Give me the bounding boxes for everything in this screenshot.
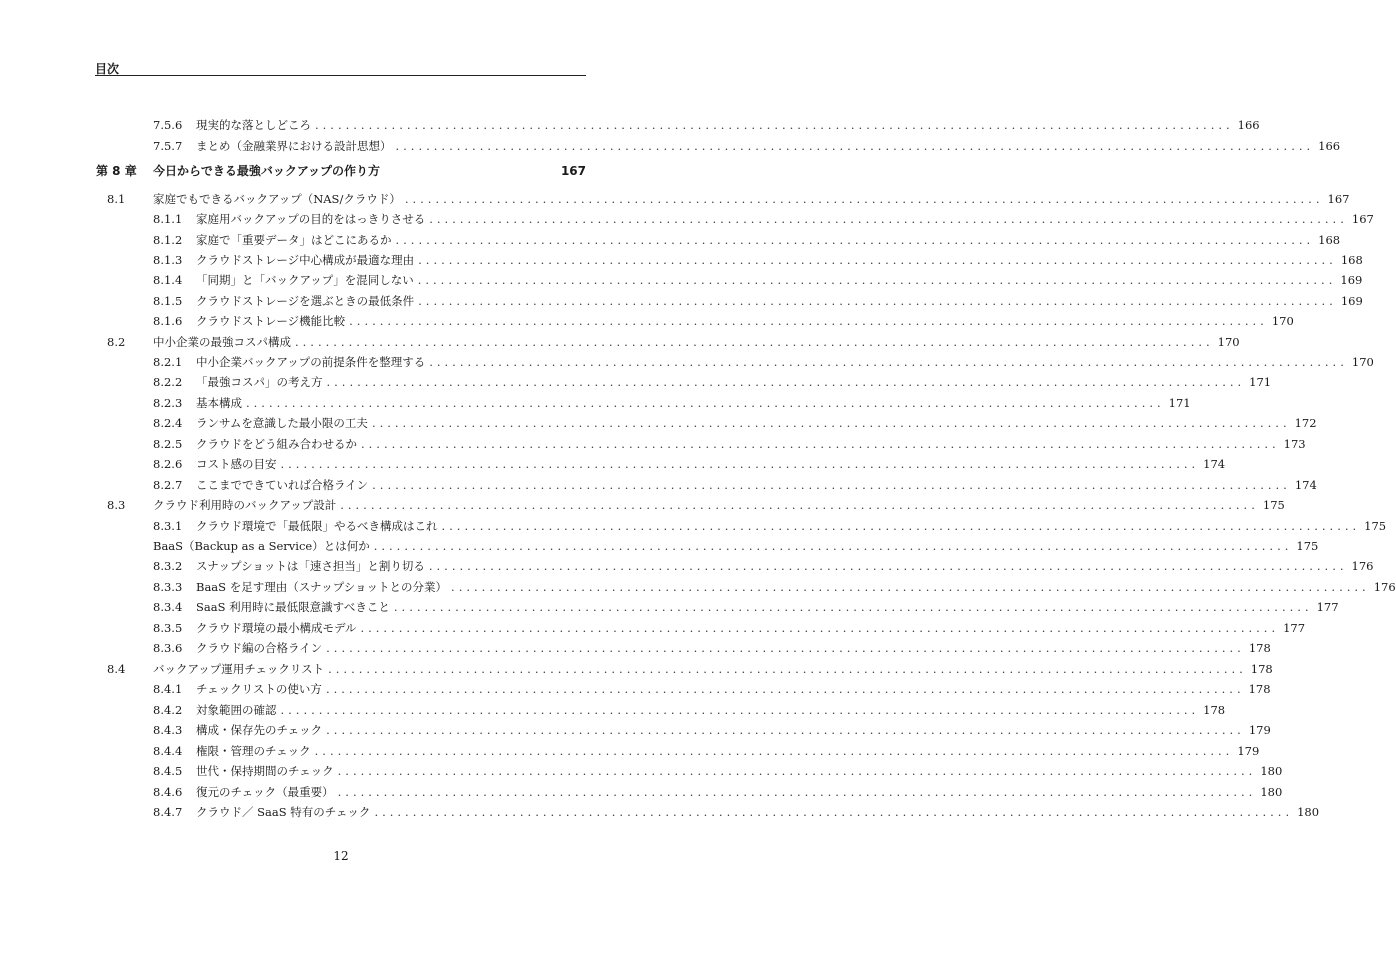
toc-entry-title: 家庭でもできるバックアップ（NAS/クラウド） [153, 192, 401, 206]
dot-leader: ........................................................................................................................ [326, 723, 1245, 737]
toc-entry[interactable] [0, 660, 1273, 678]
toc-entry-number: 8.4.4 [153, 744, 183, 758]
toc-entry-title: 復元のチェック（最重要） [196, 785, 334, 799]
dot-leader: ........................................................................................................................ [372, 478, 1291, 492]
toc-entry-page: 168 [1318, 233, 1341, 247]
toc-entry-number: 8.3.2 [153, 559, 183, 573]
toc-entry-page: 171 [1249, 375, 1272, 389]
toc-entry[interactable] [0, 271, 1363, 289]
toc-entry-number: 8.3.1 [153, 519, 183, 533]
toc-entry-title: 中小企業バックアップの前提条件を整理する [196, 355, 426, 369]
toc-entry[interactable] [0, 496, 1285, 514]
dot-leader: ........................................................................................................................ [429, 212, 1348, 226]
toc-entry-number: 8.2.6 [153, 457, 183, 471]
toc-entry-page: 173 [1283, 437, 1306, 451]
dot-leader: ........................................................................................................................ [314, 744, 1234, 758]
dot-leader: ........................................................................................................................ [395, 233, 1315, 247]
toc-entry-number: 8.2.2 [153, 375, 183, 389]
toc-entry-title: 世代・保持期間のチェック [196, 764, 334, 778]
toc-entry-number: 8.2.3 [153, 396, 183, 410]
toc-entry[interactable] [0, 742, 1260, 760]
dot-leader: ........................................................................................................................ [371, 416, 1291, 430]
toc-entry[interactable] [0, 373, 1272, 391]
toc-entry-number: 8.3.4 [153, 600, 183, 614]
toc-entry-page: 180 [1260, 764, 1283, 778]
dot-leader: ........................................................................................................................ [360, 621, 1280, 635]
toc-entry-number: 8.4.2 [153, 703, 183, 717]
toc-entry-page: 172 [1294, 416, 1317, 430]
toc-entry[interactable] [0, 701, 1226, 719]
toc-entry-page: 170 [1351, 355, 1374, 369]
toc-entry[interactable] [0, 721, 1271, 739]
toc-entry-page: 167 [1327, 192, 1350, 206]
toc-entry-page: 170 [1271, 314, 1294, 328]
toc-entry-page: 177 [1316, 600, 1339, 614]
dot-leader: ........................................................................................................................ [280, 703, 1200, 717]
toc-entry[interactable] [0, 210, 1374, 228]
toc-entry-title: BaaS を足す理由（スナップショットとの分業） [196, 580, 448, 594]
dot-leader: ........................................................................................................................ [417, 273, 1337, 287]
toc-entry[interactable] [0, 116, 1260, 134]
dot-leader: ........................................................................................................................ [337, 764, 1257, 778]
toc-entry-number: 8.1.4 [153, 273, 183, 287]
toc-entry-page: 169 [1340, 273, 1363, 287]
toc-entry-title: クラウドストレージ機能比較 [196, 314, 346, 328]
dot-leader: ........................................................................................................................ [326, 375, 1246, 389]
toc-entry-page: 175 [1364, 519, 1387, 533]
toc-entry-title: 対象範囲の確認 [196, 703, 277, 717]
toc-entry-page: 169 [1340, 294, 1363, 308]
header-title: 目次 [95, 62, 120, 76]
toc-entry-number: 8.3 [107, 498, 126, 512]
toc-entry-title: クラウドをどう組み合わせるか [196, 437, 357, 451]
toc-entry[interactable] [0, 251, 1363, 269]
toc-entry-number: 8.2.1 [153, 355, 183, 369]
toc-entry-page: 180 [1297, 805, 1320, 819]
toc-entry-number: 8.1.6 [153, 314, 183, 328]
toc-entry-title: 「最強コスパ」の考え方 [196, 375, 323, 389]
toc-entry-page: 174 [1294, 478, 1317, 492]
dot-leader: ........................................................................................................................ [361, 437, 1280, 451]
dot-leader: ........................................................................................................................ [326, 641, 1245, 655]
toc-entry[interactable] [0, 333, 1240, 351]
toc-entry-number: 8.2.5 [153, 437, 183, 451]
dot-leader: ........................................................................................................................ [328, 662, 1247, 676]
dot-leader: ........................................................................................................................ [340, 498, 1259, 512]
dot-leader: ........................................................................................................................ [246, 396, 1165, 410]
toc-entry-page: 175 [1296, 539, 1319, 553]
toc-entry-page: 179 [1237, 744, 1260, 758]
toc-entry[interactable] [0, 137, 1341, 155]
toc-entry-number: 8.4.7 [153, 805, 183, 819]
toc-entry-title: ここまでできていれば合格ライン [196, 478, 369, 492]
toc-entry-page: 174 [1203, 457, 1226, 471]
toc-entry-number: 8.4.5 [153, 764, 183, 778]
toc-entry[interactable] [0, 578, 1396, 596]
toc-entry-number: 7.5.7 [153, 139, 183, 153]
toc-entry-title: 構成・保存先のチェック [196, 723, 323, 737]
toc-entry-number: 7.5.6 [153, 118, 183, 132]
toc-entry-title: 基本構成 [196, 396, 242, 410]
toc-entry-title: 現実的な落としどころ [196, 118, 311, 132]
toc-entry[interactable] [0, 292, 1363, 310]
toc-entry-page: 180 [1260, 785, 1283, 799]
toc-entry-number: 8.1.5 [153, 294, 183, 308]
page-number: 12 [333, 849, 349, 863]
toc-entry-number: 8.3.5 [153, 621, 183, 635]
toc-entry-number: 8.1 [107, 192, 126, 206]
toc-entry-title: コスト感の目安 [196, 457, 277, 471]
dot-leader: ........................................................................................................................ [418, 253, 1337, 267]
dot-leader: ........................................................................................................................ [325, 682, 1245, 696]
toc-entry-page: 175 [1262, 498, 1285, 512]
toc-entry-title: バックアップ運用チェックリスト [153, 662, 325, 676]
toc-entry[interactable] [0, 190, 1350, 208]
toc-entry[interactable] [0, 619, 1306, 637]
toc-entry-number: 8.4.1 [153, 682, 183, 696]
toc-entry-page: 166 [1237, 118, 1260, 132]
toc-entry[interactable] [0, 598, 1339, 616]
toc-entry-title: SaaS 利用時に最低限意識すべきこと [196, 600, 390, 614]
toc-entry-title: 権限・管理のチェック [196, 744, 311, 758]
toc-entry[interactable] [0, 455, 1226, 473]
toc-entry-title: 家庭用バックアップの目的をはっきりさせる [196, 212, 426, 226]
dot-leader: ........................................................................................................................ [404, 192, 1324, 206]
toc-entry-number: 8.2 [107, 335, 126, 349]
dot-leader: ........................................................................................................................ [395, 139, 1315, 153]
dot-leader: ........................................................................................................................ [349, 314, 1268, 328]
toc-entry[interactable] [0, 557, 1374, 575]
toc-entry-number: 8.1.2 [153, 233, 183, 247]
toc-entry-title: チェックリストの使い方 [196, 682, 322, 696]
toc-entry-title: まとめ（金融業界における設計思想） [196, 139, 392, 153]
toc-entry-title: 中小企業の最強コスパ構成 [153, 335, 291, 349]
toc-entry-page: 176 [1351, 559, 1374, 573]
toc-entry[interactable] [0, 353, 1374, 371]
toc-entry-title: ランサムを意識した最小限の工夫 [196, 416, 368, 430]
toc-entry-number: 8.1.1 [153, 212, 183, 226]
toc-entry-title: クラウド環境で「最低限」やるべき構成はこれ [196, 519, 438, 533]
toc-entry-number: 8.2.7 [153, 478, 183, 492]
toc-entry-page: 167 [560, 164, 586, 178]
toc-entry-page: 177 [1283, 621, 1306, 635]
dot-leader: ........................................................................................................................ [418, 294, 1337, 308]
dot-leader: ........................................................................................................................ [441, 519, 1361, 533]
toc-entry-page: 178 [1203, 703, 1226, 717]
page-header [95, 57, 586, 76]
toc-entry-title: 「同期」と「バックアップ」を混同しない [196, 273, 414, 287]
toc-entry[interactable] [0, 639, 1271, 657]
toc-entry-page: 178 [1250, 662, 1273, 676]
toc-entry-number: 8.4.3 [153, 723, 183, 737]
toc-entry-page: 178 [1248, 682, 1271, 696]
dot-leader: ........................................................................................................................ [429, 355, 1348, 369]
toc-entry[interactable] [0, 414, 1317, 432]
toc-entry[interactable] [0, 435, 1306, 453]
toc-entry-page: 166 [1318, 139, 1341, 153]
toc-entry[interactable] [0, 783, 1283, 801]
toc-entry-title: クラウドストレージを選ぶときの最低条件 [196, 294, 415, 308]
toc-entry-page: 167 [1351, 212, 1374, 226]
toc-entry-title: クラウド／ SaaS 特有のチェック [196, 805, 371, 819]
toc-entry-page: 176 [1373, 580, 1396, 594]
toc-entry-number: 第 8 章 [96, 164, 137, 178]
dot-leader: ........................................................................................................................ [428, 559, 1348, 573]
dot-leader: ........................................................................................................................ [393, 600, 1313, 614]
dot-leader: ........................................................................................................................ [374, 805, 1294, 819]
dot-leader: ........................................................................................................................ [295, 335, 1214, 349]
toc-entry-page: 168 [1340, 253, 1363, 267]
toc-entry-title: クラウド編の合格ライン [196, 641, 323, 655]
toc-entry[interactable] [0, 476, 1317, 494]
toc-entry-title: クラウドストレージ中心構成が最適な理由 [196, 253, 415, 267]
toc-entry[interactable] [0, 762, 1283, 780]
toc-entry-title: 家庭で「重要データ」はどこにあるか [196, 233, 392, 247]
dot-leader: ........................................................................................................................ [373, 539, 1293, 553]
toc-entry-title: 今日からできる最強バックアップの作り方 [153, 164, 381, 178]
toc-entry[interactable] [0, 803, 1320, 821]
dot-leader: ........................................................................................................................ [315, 118, 1234, 132]
toc-entry[interactable] [0, 680, 1271, 698]
toc-entry[interactable] [0, 537, 1319, 555]
toc-entry[interactable] [0, 312, 1294, 330]
toc-entry-page: 170 [1217, 335, 1240, 349]
toc-entry-title: スナップショットは「速さ担当」と割り切る [196, 559, 425, 573]
dot-leader: ........................................................................................................................ [280, 457, 1200, 471]
toc-entry-title: クラウド利用時のバックアップ設計 [153, 498, 337, 512]
dot-leader: ........................................................................................................................ [337, 785, 1257, 799]
toc-entry[interactable] [0, 394, 1191, 412]
toc-entry-title: クラウド環境の最小構成モデル [196, 621, 357, 635]
toc-entry[interactable] [0, 231, 1341, 249]
toc-entry-page: 171 [1168, 396, 1191, 410]
toc-entry-page: 178 [1248, 641, 1271, 655]
toc-entry-number: 8.4.6 [153, 785, 183, 799]
toc-entry-number: 8.3.3 [153, 580, 183, 594]
toc-entry-page: 179 [1248, 723, 1271, 737]
dot-leader: ........................................................................................................................ [451, 580, 1370, 594]
toc-entry-title: BaaS（Backup as a Service）とは何か [153, 539, 370, 553]
toc-entry-number: 8.2.4 [153, 416, 183, 430]
toc-entry-number: 8.1.3 [153, 253, 183, 267]
toc-entry-number: 8.4 [107, 662, 126, 676]
toc-entry-number: 8.3.6 [153, 641, 183, 655]
toc-entry[interactable] [0, 517, 1387, 535]
toc-entry[interactable] [0, 162, 682, 180]
